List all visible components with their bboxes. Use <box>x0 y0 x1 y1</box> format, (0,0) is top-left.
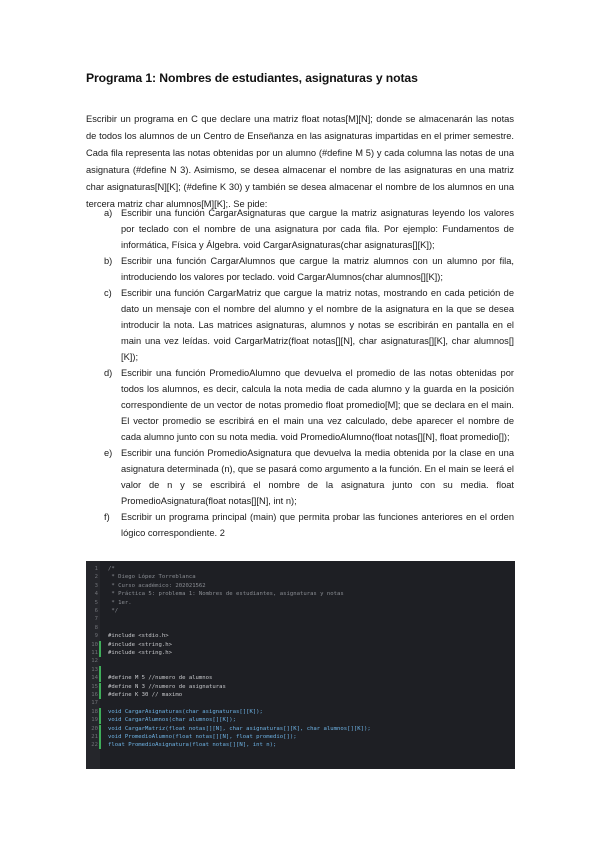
line-number: 4 <box>94 591 98 598</box>
change-marker <box>99 691 101 699</box>
code-text: * Curso académico: 202021562 <box>108 582 206 589</box>
line-number: 15 <box>91 683 98 690</box>
change-marker <box>99 716 101 724</box>
code-line <box>86 573 515 581</box>
code-screenshot <box>86 561 515 769</box>
code-line <box>86 590 515 598</box>
list-item-text: Escribir una función CargarAlumnos que cargue la matriz alumnos con un alumno por fila, introduciendo los valores por teclado. void CargarAlumnos(char alumnos[][K]); <box>121 256 514 282</box>
code-line <box>86 657 515 665</box>
page-title: Programa 1: Nombres de estudiantes, asignaturas y notas <box>86 71 418 85</box>
code-line <box>86 725 515 733</box>
list-item <box>86 205 514 253</box>
code-text: /* <box>108 566 115 572</box>
line-number: 7 <box>94 616 98 623</box>
list-marker: e) <box>104 448 113 458</box>
change-marker <box>99 674 101 682</box>
code-text: #define N 3 //numero de asignaturas <box>108 683 226 690</box>
task-list <box>86 205 514 541</box>
line-number: 12 <box>91 658 98 665</box>
list-item <box>86 509 514 541</box>
list-marker: b) <box>104 256 113 266</box>
code-text: */ <box>108 608 119 614</box>
list-item-text: Escribir una función CargarAsignaturas que cargue la matriz asignaturas leyendo los valores por teclado con el nombre de una asignatura por cada fila. Por ejemplo: Fundamentos de informática, Física y Álgebra. void CargarAsignaturas(char asignaturas[][K]); <box>121 208 514 250</box>
line-number: 16 <box>91 692 98 698</box>
code-line <box>86 674 515 682</box>
list-marker: d) <box>104 368 113 378</box>
list-item <box>86 445 514 509</box>
line-number: 19 <box>91 717 98 724</box>
line-number: 18 <box>91 708 98 715</box>
line-number: 22 <box>91 742 98 749</box>
change-marker <box>99 641 101 649</box>
code-text: float PromedioAsignatura(float notas[][N], int n); <box>108 742 277 749</box>
change-marker <box>99 741 101 749</box>
code-line <box>86 615 515 623</box>
change-marker <box>99 725 101 733</box>
line-number: 13 <box>91 666 98 673</box>
change-marker <box>99 666 101 674</box>
line-number: 17 <box>91 700 98 707</box>
line-number: 20 <box>91 725 98 732</box>
code-text: void CargarMatriz(float notas[][N], char asignaturas[][K], char alumnos[][K]); <box>108 725 371 732</box>
code-text: * Diego López Torreblanca <box>108 574 196 581</box>
list-item-text: Escribir una función CargarMatriz que cargue la matriz notas, mostrando en cada petición de dato un mensaje con el nombre del alumno y el nombre de la asignatura en la que se desea introducir la nota. Las matrices asignaturas, alumnos y notas se escribirán en pantalla en el main una vez leídas. void CargarMatriz(float notas[][N], char asignaturas[][K], char alumnos[][K]); <box>121 288 514 362</box>
list-item-text: Escribir una función PromedioAlumno que devuelva el promedio de las notas obtenidas por todos los alumnos, es decir, calcula la nota media de cada alumno y la guarda en la posición correspondiente de un vector de notas promedio float promedio[M]; que se declara en el main. El vector promedio se escribirá en el main una vez calculado, debe aparecer el nombre de cada alumno junto con su nota media. void PromedioAlumno(float notas[][N], float promedio[]); <box>121 368 514 442</box>
change-marker <box>99 683 101 691</box>
code-line <box>86 582 515 590</box>
code-text: void CargarAsignaturas(char asignaturas[][K]); <box>108 708 263 715</box>
code-line <box>86 691 515 699</box>
list-item <box>86 253 514 285</box>
code-text: * 1er. <box>108 599 132 606</box>
code-line <box>86 741 515 749</box>
change-marker <box>99 708 101 716</box>
list-marker: a) <box>104 208 113 218</box>
line-number: 14 <box>91 675 98 682</box>
code-line <box>86 666 515 674</box>
list-item <box>86 285 514 365</box>
code-line <box>86 716 515 724</box>
list-item-text: Escribir una función PromedioAsignatura que devuelva la media obtenida por la clase en una asignatura determinada (n), que se pasará como argumento a la función. En el main se leerá el valor de n y se escribirá el nombre de la asignatura junto con su media. float PromedioAsignatura(float notas[][N], int n); <box>121 448 514 506</box>
code-text: void CargarAlumnos(char alumnos[][K]); <box>108 717 236 724</box>
list-marker: f) <box>104 512 110 522</box>
line-number: 6 <box>94 608 98 614</box>
code-line <box>86 565 515 573</box>
code-line <box>86 708 515 716</box>
code-line <box>86 607 515 615</box>
code-line <box>86 599 515 607</box>
line-number: 1 <box>94 566 98 572</box>
line-number: 10 <box>91 641 98 648</box>
change-marker <box>99 733 101 741</box>
change-marker <box>99 649 101 657</box>
line-number: 9 <box>94 633 98 640</box>
code-line <box>86 641 515 649</box>
code-line <box>86 683 515 691</box>
line-number: 21 <box>91 734 98 740</box>
code-text: #include <string.h> <box>108 641 172 648</box>
code-text: #include <stdio.h> <box>108 633 169 640</box>
list-item-text: Escribir un programa principal (main) que permita probar las funciones anteriores en el orden lógico correspondiente. 2 <box>121 512 514 538</box>
list-item <box>86 365 514 445</box>
code-text: #define M 5 //numero de alumnos <box>108 675 213 682</box>
code-text: #define K 30 // maximo <box>108 692 183 698</box>
code-text: * Práctica 5: problema 1: Nombres de estudiantes, asignaturas y notas <box>108 591 344 598</box>
list-marker: c) <box>104 288 112 298</box>
line-number: 2 <box>94 574 98 581</box>
code-line <box>86 699 515 707</box>
line-number: 11 <box>91 650 98 656</box>
code-line <box>86 624 515 632</box>
line-number: 3 <box>94 582 98 589</box>
code-line <box>86 632 515 640</box>
code-text: #include <string.h> <box>108 650 172 656</box>
line-number: 8 <box>94 624 98 631</box>
code-line <box>86 649 515 657</box>
code-text: void PromedioAlumno(float notas[][N], float promedio[]); <box>108 734 297 740</box>
intro-paragraph: Escribir un programa en C que declare una matriz float notas[M][N]; donde se almacenarán las notas de todos los alumnos de un Centro de Enseñanza en las asignaturas impartidas en el primer semestre. Cada fila representa las notas obtenidas por un alumno (#define M 5) y cada columna las notas de una asignatura (#define N 3). Asimismo, se desea almacenar el nombre de las asignaturas en una matriz char asignaturas[N][K]; (#define K 30) y también se desea almacenar el nombre de los alumnos en una tercera matriz char alumnos[M][K];. Se pide: <box>86 114 514 209</box>
code-line <box>86 733 515 741</box>
line-number: 5 <box>94 599 98 606</box>
